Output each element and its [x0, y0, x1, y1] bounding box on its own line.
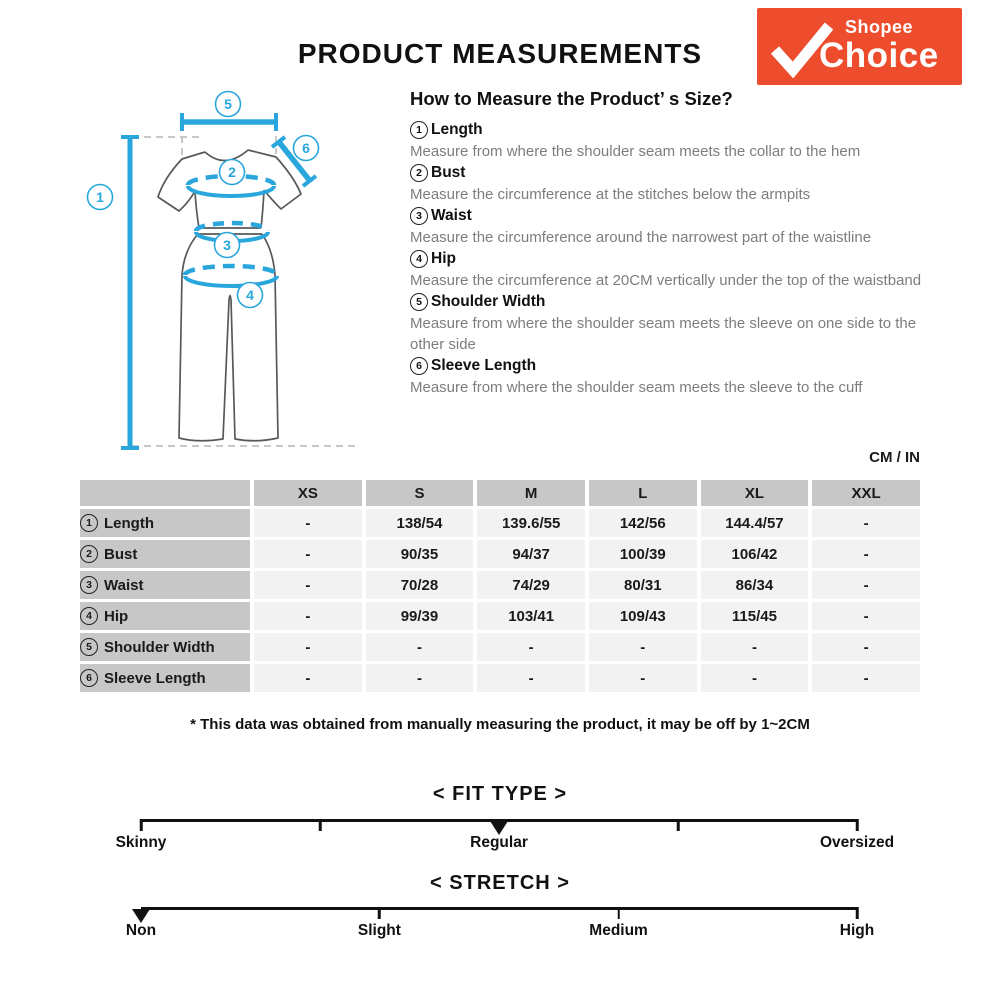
size-table-wrap [76, 477, 924, 695]
circled-number-icon: 1 [410, 121, 428, 139]
table-header-row [80, 480, 920, 506]
callout-5 [216, 92, 241, 117]
how-to-heading: How to Measure the Product’ s Size? [410, 88, 733, 109]
jumpsuit-outline [158, 150, 301, 441]
row-label: Hip [104, 607, 129, 625]
scale-label: Medium [589, 922, 648, 939]
term-description: Measure the circumference around the narrowest part of the waistline [410, 229, 872, 246]
cell: 103/41 [477, 602, 585, 630]
cell: - [812, 571, 920, 599]
term-description: Measure from where the shoulder seam meets the sleeve on one side to the other side [410, 315, 917, 353]
cell: 94/37 [477, 540, 585, 568]
scale-tick [319, 819, 322, 831]
callout-3 [215, 233, 240, 258]
cell: 106/42 [701, 540, 809, 568]
row-label: Length [104, 514, 154, 532]
stretch-title: < STRETCH > [430, 872, 570, 894]
measurement-marks [121, 113, 316, 448]
cell: - [589, 664, 697, 692]
scale-label: Skinny [115, 834, 167, 851]
cell: 115/45 [701, 602, 809, 630]
cell: 139.6/55 [477, 509, 585, 537]
cell: 142/56 [589, 509, 697, 537]
scale-label: Oversized [819, 834, 895, 851]
cell: - [812, 540, 920, 568]
col-header: S [366, 480, 474, 506]
term-description: Measure the circumference at the stitches below the armpits [410, 186, 811, 203]
fit-type-title: < FIT TYPE > [432, 783, 568, 805]
fit-type-scale [141, 819, 857, 835]
term-description: Measure from where the shoulder seam meets the collar to the hem [410, 143, 861, 160]
circled-number-icon: 6 [80, 669, 98, 687]
cell: - [254, 571, 362, 599]
logo-brand-bottom: Choice [819, 36, 939, 75]
fit-type-marker-icon [490, 821, 508, 835]
stretch-labels [125, 922, 875, 942]
table-row [80, 664, 920, 692]
callout-6 [294, 136, 319, 161]
cell: - [701, 633, 809, 661]
scale-label: High [839, 922, 875, 939]
circled-number-icon: 2 [410, 164, 428, 182]
circled-number-icon: 4 [80, 607, 98, 625]
how-to-measure-section [410, 88, 938, 398]
stretch-marker-icon [132, 909, 150, 923]
svg-text:5: 5 [224, 96, 232, 112]
circled-number-icon: 3 [80, 576, 98, 594]
cell: - [254, 602, 362, 630]
how-to-item-length [410, 119, 938, 162]
cell: - [477, 633, 585, 661]
scale-tick [856, 819, 859, 831]
cell: 109/43 [589, 602, 697, 630]
cell: - [701, 664, 809, 692]
table-row [80, 540, 920, 568]
cell: - [812, 602, 920, 630]
term: Sleeve Length [431, 357, 537, 374]
unit-label: CM / IN [869, 449, 920, 466]
callout-2 [220, 160, 245, 185]
circled-number-icon: 1 [80, 514, 98, 532]
scale-label: Slight [357, 922, 401, 939]
how-to-item-shoulder-width [410, 291, 938, 355]
svg-text:4: 4 [246, 287, 254, 303]
circled-number-icon: 5 [410, 293, 428, 311]
term: Waist [431, 207, 472, 224]
scale-tick [617, 907, 620, 919]
term: Length [431, 121, 483, 138]
row-label: Sleeve Length [104, 669, 206, 687]
cell: - [254, 633, 362, 661]
cell: - [812, 664, 920, 692]
cell: - [477, 664, 585, 692]
cell: 138/54 [366, 509, 474, 537]
fit-type-labels [115, 834, 895, 854]
row-label: Shoulder Width [104, 638, 215, 656]
table-row [80, 571, 920, 599]
table-row [80, 602, 920, 630]
cell: 80/31 [589, 571, 697, 599]
logo-brand-top: Shopee [845, 17, 914, 37]
cell: - [366, 664, 474, 692]
col-header: XL [701, 480, 809, 506]
scale-tick [140, 819, 143, 831]
table-row [80, 633, 920, 661]
term: Shoulder Width [431, 293, 546, 310]
term: Bust [431, 164, 466, 181]
corner-cell [80, 480, 250, 506]
col-header: XS [254, 480, 362, 506]
svg-text:3: 3 [223, 237, 231, 253]
scale-label: Non [125, 922, 157, 939]
shopee-choice-badge [757, 8, 962, 85]
scale-label: Regular [470, 834, 528, 851]
cell: - [254, 509, 362, 537]
how-to-item-waist [410, 205, 938, 248]
cell: - [812, 633, 920, 661]
scale-line [141, 907, 857, 910]
cell: - [366, 633, 474, 661]
cell: 144.4/57 [701, 509, 809, 537]
circled-number-icon: 6 [410, 357, 428, 375]
page-title: PRODUCT MEASUREMENTS [297, 38, 703, 69]
circled-number-icon: 4 [410, 250, 428, 268]
callout-1 [88, 185, 113, 210]
how-to-item-bust [410, 162, 938, 205]
how-to-item-hip [410, 248, 938, 291]
how-to-item-sleeve-length [410, 355, 938, 398]
cell: 86/34 [701, 571, 809, 599]
size-table [76, 477, 924, 695]
circled-number-icon: 2 [80, 545, 98, 563]
svg-text:2: 2 [228, 164, 236, 180]
svg-text:6: 6 [302, 140, 310, 156]
col-header: XXL [812, 480, 920, 506]
cell: - [812, 509, 920, 537]
scale-tick [378, 907, 381, 919]
circled-number-icon: 5 [80, 638, 98, 656]
stretch-scale [141, 907, 857, 923]
row-label: Waist [104, 576, 144, 594]
row-label: Bust [104, 545, 138, 563]
term-description: Measure from where the shoulder seam meets the sleeve to the cuff [410, 379, 863, 396]
cell: - [254, 540, 362, 568]
cell: 99/39 [366, 602, 474, 630]
svg-text:1: 1 [96, 189, 104, 205]
col-header: L [589, 480, 697, 506]
measurement-disclaimer: * This data was obtained from manually measuring the product, it may be off by 1~2CM [190, 716, 810, 733]
cell: 74/29 [477, 571, 585, 599]
garment-measurement-diagram [58, 80, 403, 465]
cell: 100/39 [589, 540, 697, 568]
cell: 90/35 [366, 540, 474, 568]
scale-tick [677, 819, 680, 831]
term-description: Measure the circumference at 20CM vertically under the top of the waistband [410, 272, 922, 289]
callout-4 [238, 283, 263, 308]
cell: - [589, 633, 697, 661]
term: Hip [431, 250, 456, 267]
table-row [80, 509, 920, 537]
cell: 70/28 [366, 571, 474, 599]
circled-number-icon: 3 [410, 207, 428, 225]
scale-tick [856, 907, 859, 919]
col-header: M [477, 480, 585, 506]
cell: - [254, 664, 362, 692]
